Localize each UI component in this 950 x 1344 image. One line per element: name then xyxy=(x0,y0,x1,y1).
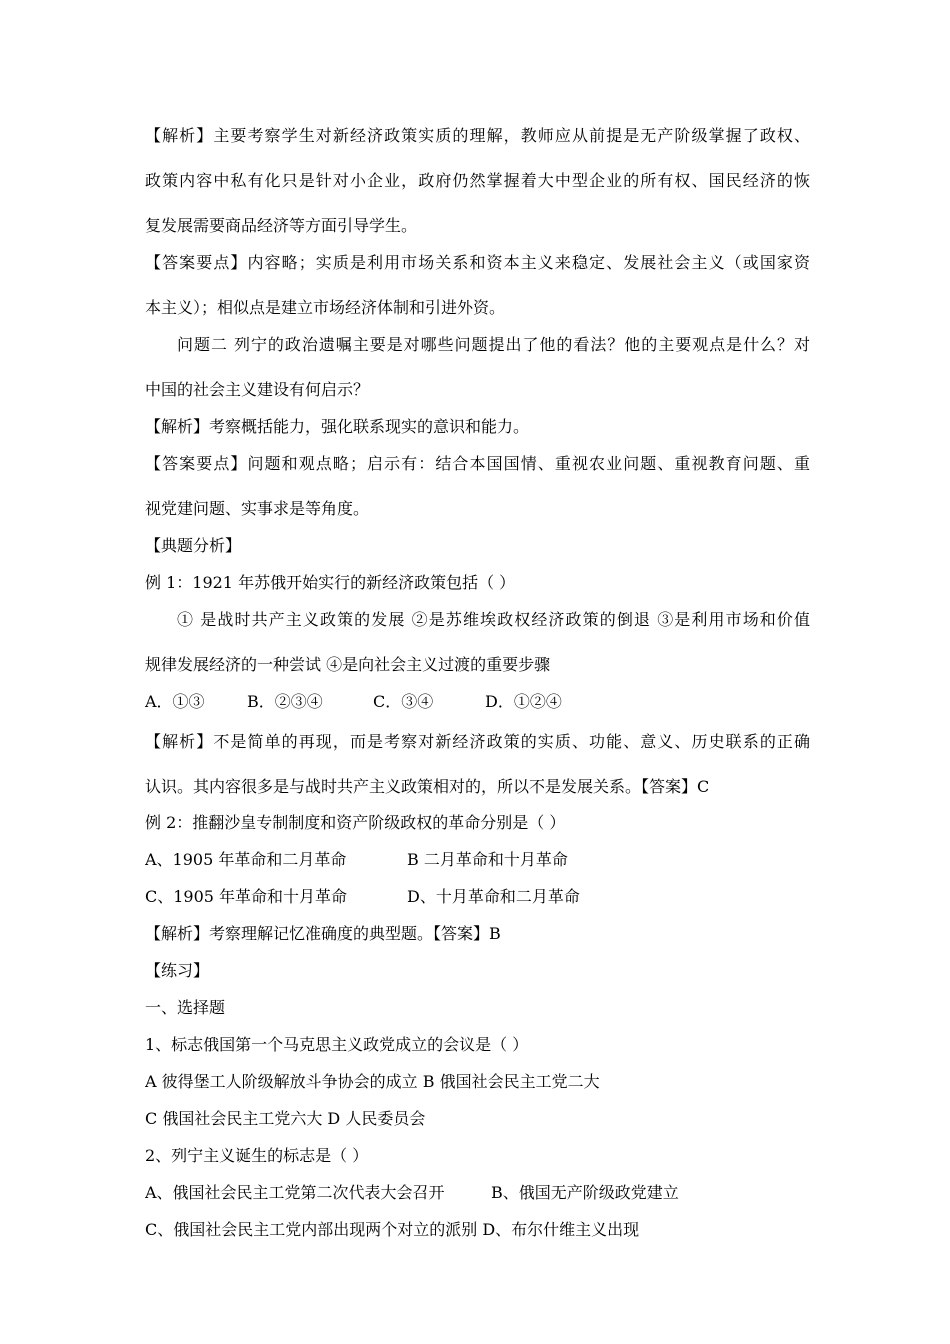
analysis-paragraph-line: 政策内容中私有化只是针对小企业，政府仍然掌握着大中型企业的所有权、国民经济的恢 xyxy=(145,171,810,190)
option-c: C、1905 年革命和十月革命 xyxy=(145,887,348,906)
option-b: B．②③④ xyxy=(247,692,323,711)
example-two-options-row xyxy=(145,885,810,922)
practice-question-two-options-row: C、俄国社会民主工党内部出现两个对立的派别 D、布尔什维主义出现 xyxy=(145,1220,640,1239)
analysis-paragraph-line: 【解析】主要考察学生对新经济政策实质的理解，教师应从前提是无产阶级掌握了政权、 xyxy=(145,126,810,145)
subsection-heading-multiple-choice: 一、选择题 xyxy=(145,998,226,1017)
option-a: A．①③ xyxy=(145,692,205,711)
analysis-paragraph-line: 复发展需要商品经济等方面引导学生。 xyxy=(145,216,418,235)
practice-question-two: 2、列宁主义诞生的标志是（ ） xyxy=(145,1146,369,1165)
answer-points-line: 【答案要点】内容略；实质是利用市场关系和资本主义来稳定、发展社会主义（或国家资 xyxy=(145,253,810,272)
option-b: B 二月革命和十月革命 xyxy=(407,850,568,869)
section-heading-typical-problems: 【典题分析】 xyxy=(145,536,242,555)
answer-points-line: 【答案要点】问题和观点略；启示有：结合本国国情、重视农业问题、重视教育问题、重 xyxy=(145,454,810,473)
answer-points-line: 视党建问题、实事求是等角度。 xyxy=(145,499,370,518)
example-one-question: 例 1：1921 年苏俄开始实行的新经济政策包括（ ） xyxy=(145,573,516,592)
analysis-line: 【解析】考察理解记忆准确度的典型题。【答案】B xyxy=(145,924,501,943)
example-one-options xyxy=(145,690,810,730)
option-d: D．①②④ xyxy=(485,692,562,711)
analysis-line: 【解析】不是简单的再现，而是考察对新经济政策的实质、功能、意义、历史联系的正确 xyxy=(145,732,810,751)
practice-question-one-options: C 俄国社会民主工党六大 D 人民委员会 xyxy=(145,1109,426,1128)
option-c: C．③④ xyxy=(373,692,434,711)
document-body xyxy=(145,124,810,1255)
practice-question-one-options: A 彼得堡工人阶级解放斗争协会的成立 B 俄国社会民主工党二大 xyxy=(145,1072,600,1091)
analysis-line: 【解析】考察概括能力，强化联系现实的意识和能力。 xyxy=(145,417,530,436)
practice-question-one: 1、标志俄国第一个马克思主义政党成立的会议是（ ） xyxy=(145,1035,529,1054)
answer-points-line: 本主义）；相似点是建立市场经济体制和引进外资。 xyxy=(145,298,506,317)
example-one-statements: ① 是战时共产主义政策的发展 ②是苏维埃政权经济政策的倒退 ③是利用市场和价值 xyxy=(177,610,810,629)
example-two-options-row xyxy=(145,848,810,885)
analysis-line: 认识。其内容很多是与战时共产主义政策相对的，所以不是发展关系。【答案】C xyxy=(145,777,710,796)
question-two-line: 问题二 列宁的政治遗嘱主要是对哪些问题提出了他的看法？他的主要观点是什么？对 xyxy=(177,335,810,354)
section-heading-practice: 【练习】 xyxy=(145,961,210,980)
option-d: D、十月革命和二月革命 xyxy=(407,887,580,906)
practice-question-two-options-row xyxy=(145,1181,810,1218)
example-two-question: 例 2：推翻沙皇专制制度和资产阶级政权的革命分别是（ ） xyxy=(145,813,566,832)
option-b: B、俄国无产阶级政党建立 xyxy=(491,1183,679,1202)
option-a: A、俄国社会民主工党第二次代表大会召开 xyxy=(145,1183,445,1202)
example-one-statements: 规律发展经济的一种尝试 ④是向社会主义过渡的重要步骤 xyxy=(145,655,551,674)
option-a: A、1905 年革命和二月革命 xyxy=(145,850,347,869)
question-two-line: 中国的社会主义建设有何启示？ xyxy=(145,380,370,399)
